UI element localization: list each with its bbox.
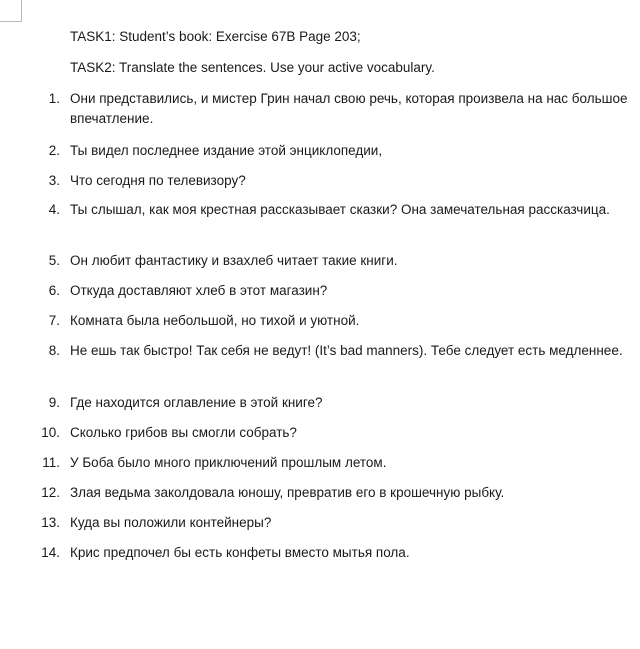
item-number: 3. xyxy=(48,173,60,188)
item-number: 8. xyxy=(48,343,60,358)
item-number: 1. xyxy=(48,91,60,106)
item-number: 13. xyxy=(41,515,60,530)
item-number: 7. xyxy=(48,313,60,328)
item-text: Злая ведьма заколдовала юношу, превратив его в крошечную рыбку. xyxy=(70,485,505,500)
task1-heading: TASK1: Student’s book: Exercise 67B Page 203; xyxy=(70,29,361,44)
item-text: Комната была небольшой, но тихой и уютной. xyxy=(70,313,360,328)
page-corner-mark xyxy=(0,0,22,22)
item-number: 14. xyxy=(41,545,60,560)
item-text: Где находится оглавление в этой книге? xyxy=(70,395,323,410)
item-number: 12. xyxy=(41,485,60,500)
item-text: Ты слышал, как моя крестная рассказывает сказки? Она замечательная рассказчица. xyxy=(70,202,610,217)
item-text: Сколько грибов вы смогли собрать? xyxy=(70,425,297,440)
item-text: Он любит фантастику и взахлеб читает такие книги. xyxy=(70,253,398,268)
item-text: Они представились, и мистер Грин начал свою речь, которая произвела на нас большое впечатление. xyxy=(70,91,628,126)
task2-heading: TASK2: Translate the sentences. Use your active vocabulary. xyxy=(70,60,435,75)
item-number: 10. xyxy=(41,425,60,440)
item-text: Что сегодня по телевизору? xyxy=(70,173,246,188)
item-number: 2. xyxy=(48,143,60,158)
item-number: 6. xyxy=(48,283,60,298)
item-number: 5. xyxy=(48,253,60,268)
item-text: Куда вы положили контейнеры? xyxy=(70,515,272,530)
item-number: 4. xyxy=(48,202,60,217)
item-text: Крис предпочел бы есть конфеты вместо мытья пола. xyxy=(70,545,410,560)
item-text: Ты видел последнее издание этой энциклопедии, xyxy=(70,143,383,158)
item-text: Не ешь так быстро! Так себя не ведут! (It’s bad manners). Тебе следует есть медленнее. xyxy=(70,343,623,358)
item-text: Откуда доставляют хлеб в этот магазин? xyxy=(70,283,328,298)
item-text: У Боба было много приключений прошлым летом. xyxy=(70,455,387,470)
item-number: 11. xyxy=(42,455,60,470)
item-number: 9. xyxy=(48,395,60,410)
